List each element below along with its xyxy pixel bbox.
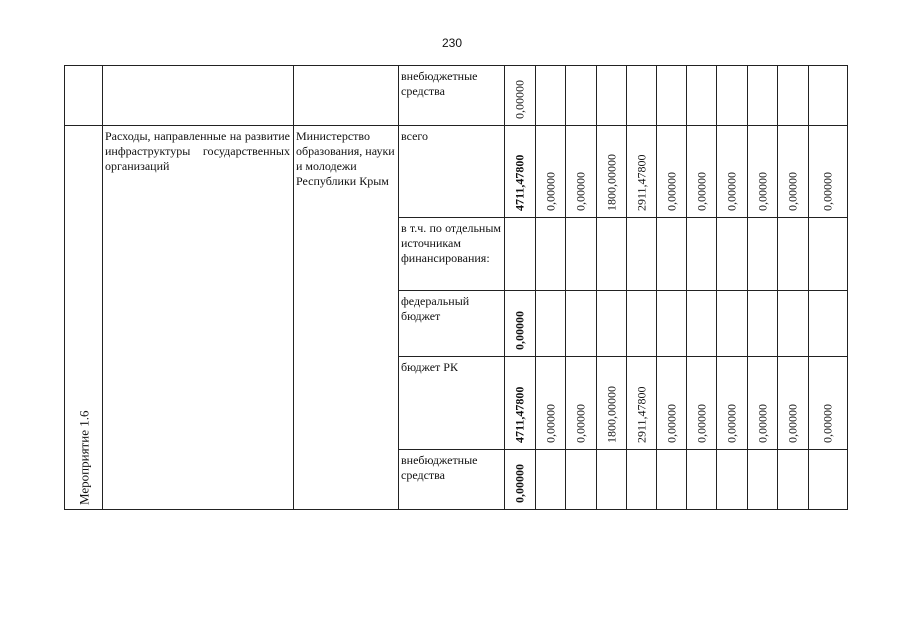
value-cell xyxy=(597,291,627,357)
value-cell xyxy=(536,126,566,218)
value-cell xyxy=(687,450,717,510)
value-cell xyxy=(657,357,687,450)
event-label-cell xyxy=(65,126,103,510)
value-cell xyxy=(597,357,627,450)
value-cell xyxy=(717,126,748,218)
value-cell xyxy=(566,126,597,218)
value-cell xyxy=(778,66,809,126)
value-text: 0,00000 xyxy=(664,172,678,211)
value-cell xyxy=(657,450,687,510)
value-cell xyxy=(778,357,809,450)
source-cell xyxy=(399,291,505,357)
value-text: 0,00000 xyxy=(724,404,739,443)
value-cell xyxy=(657,218,687,291)
source-label: всего xyxy=(401,129,429,143)
value-text: 4711,47800 xyxy=(512,154,527,211)
value-cell xyxy=(778,291,809,357)
value-text: 0,00000 xyxy=(694,404,708,443)
source-label: внебюджетные средства xyxy=(401,453,478,482)
source-label: в т.ч. по отдельным источникам финансирования: xyxy=(401,221,501,265)
value-text: 2911,47800 xyxy=(634,386,648,443)
source-label: бюджет РК xyxy=(401,360,458,374)
value-cell xyxy=(627,66,657,126)
value-cell xyxy=(748,291,778,357)
value-text: 0,00000 xyxy=(543,172,557,211)
value-cell xyxy=(687,357,717,450)
value-text: 0,00000 xyxy=(820,404,835,443)
value-text: 0,00000 xyxy=(785,172,800,211)
value-cell xyxy=(505,126,536,218)
value-cell xyxy=(748,126,778,218)
empty-executor-cell xyxy=(294,66,399,126)
value-cell xyxy=(536,218,566,291)
event-description: Расходы, направленные на развитие инфраструктуры государственных организаций xyxy=(105,129,290,173)
value-cell xyxy=(597,66,627,126)
value-cell xyxy=(809,450,848,510)
value-cell xyxy=(597,126,627,218)
value-text: 0,00000 xyxy=(512,80,527,119)
executor-cell xyxy=(294,126,399,510)
value-cell xyxy=(566,218,597,291)
value-text: 0,00000 xyxy=(573,404,588,443)
value-cell xyxy=(505,450,536,510)
value-text: 0,00000 xyxy=(543,404,557,443)
value-text: 0,00000 xyxy=(785,404,800,443)
value-cell xyxy=(809,357,848,450)
value-cell xyxy=(717,218,748,291)
value-cell xyxy=(778,126,809,218)
value-cell xyxy=(748,450,778,510)
page-number: 230 xyxy=(441,36,463,50)
table-row xyxy=(65,126,848,218)
value-cell xyxy=(627,126,657,218)
value-text: 0,00000 xyxy=(512,311,527,350)
value-cell xyxy=(627,357,657,450)
value-cell xyxy=(505,291,536,357)
value-text: 0,00000 xyxy=(664,404,678,443)
value-cell xyxy=(809,66,848,126)
value-cell xyxy=(717,291,748,357)
value-text: 1800,00000 xyxy=(604,154,618,211)
value-cell xyxy=(748,357,778,450)
value-cell xyxy=(687,126,717,218)
source-label: внебюджетные средства xyxy=(401,69,478,98)
value-cell xyxy=(687,218,717,291)
value-text: 1800,00000 xyxy=(604,386,618,443)
event-label: Мероприятие 1.6 xyxy=(76,410,91,505)
budget-table xyxy=(64,65,848,510)
value-text: 0,00000 xyxy=(820,172,835,211)
value-cell xyxy=(809,218,848,291)
source-cell xyxy=(399,450,505,510)
source-cell xyxy=(399,126,505,218)
value-cell xyxy=(687,291,717,357)
value-text: 2911,47800 xyxy=(634,154,648,211)
value-text: 0,00000 xyxy=(755,172,769,211)
value-cell xyxy=(809,126,848,218)
value-cell xyxy=(505,357,536,450)
value-cell xyxy=(687,66,717,126)
value-cell xyxy=(627,450,657,510)
empty-description-cell xyxy=(103,66,294,126)
value-text: 4711,47800 xyxy=(512,386,527,443)
value-text: 0,00000 xyxy=(724,172,739,211)
value-cell xyxy=(566,450,597,510)
value-cell xyxy=(536,357,566,450)
value-cell xyxy=(627,218,657,291)
source-cell xyxy=(399,218,505,291)
value-cell xyxy=(536,66,566,126)
value-cell xyxy=(657,126,687,218)
value-text: 0,00000 xyxy=(755,404,769,443)
table-row-top-offbudget xyxy=(65,66,848,126)
value-cell xyxy=(597,218,627,291)
value-cell xyxy=(778,450,809,510)
value-cell xyxy=(536,291,566,357)
source-cell xyxy=(399,357,505,450)
event-description-cell xyxy=(103,126,294,510)
value-cell xyxy=(505,66,536,126)
value-cell xyxy=(536,450,566,510)
value-cell xyxy=(717,357,748,450)
value-text: 0,00000 xyxy=(694,172,708,211)
value-cell xyxy=(657,291,687,357)
source-cell xyxy=(399,66,505,126)
value-cell xyxy=(809,291,848,357)
value-cell xyxy=(566,357,597,450)
value-cell xyxy=(748,218,778,291)
value-cell xyxy=(597,450,627,510)
value-cell xyxy=(717,66,748,126)
empty-event-cell xyxy=(65,66,103,126)
source-label: федеральный бюджет xyxy=(401,294,470,323)
value-cell xyxy=(627,291,657,357)
value-cell xyxy=(657,66,687,126)
value-cell xyxy=(566,291,597,357)
value-cell xyxy=(717,450,748,510)
value-text: 0,00000 xyxy=(512,464,527,503)
value-cell xyxy=(505,218,536,291)
value-cell xyxy=(748,66,778,126)
executor-name: Министерство образования, науки и молодежи Республики Крым xyxy=(296,129,395,188)
value-text: 0,00000 xyxy=(573,172,588,211)
value-cell xyxy=(778,218,809,291)
value-cell xyxy=(566,66,597,126)
